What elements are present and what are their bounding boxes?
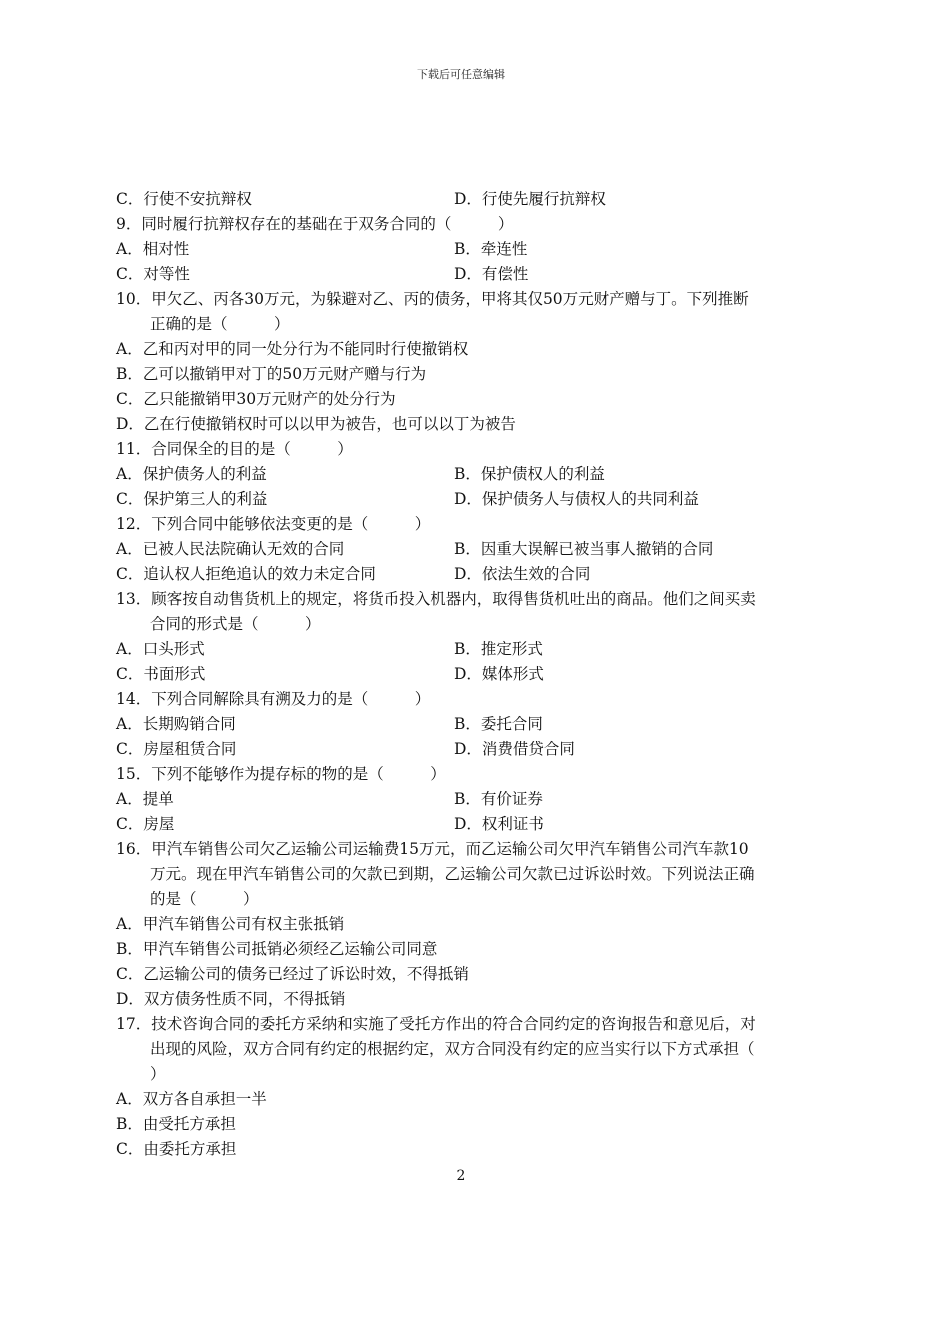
text-line: 13．顾客按自动售货机上的规定，将货币投入机器内，取得售货机吐出的商品。他们之间买卖 bbox=[116, 590, 756, 608]
text-line: C．乙运输公司的债务已经过了诉讼时效，不得抵销 bbox=[116, 965, 469, 983]
option-right: D．保护债务人与债权人的共同利益 bbox=[454, 490, 699, 508]
text-line: A．乙和丙对甲的同一处分行为不能同时行使撤销权 bbox=[116, 340, 469, 358]
text-line: 12．下列合同中能够依法变更的是（ ） bbox=[116, 515, 431, 533]
emphasis-char: 够 bbox=[213, 765, 229, 783]
option-right: D．权利证书 bbox=[454, 815, 544, 833]
text-line: 14．下列合同解除具有溯及力的是（ ） bbox=[116, 690, 431, 708]
continuation-line: 合同的形式是（ ） bbox=[150, 615, 321, 633]
option-row bbox=[116, 737, 816, 762]
text-line: 9．同时履行抗辩权存在的基础在于双务合同的（ ） bbox=[116, 215, 514, 233]
option-left: C．书面形式 bbox=[116, 665, 206, 683]
option-right: D．有偿性 bbox=[454, 265, 529, 283]
option-left: A．长期购销合同 bbox=[116, 715, 236, 733]
option-left: A．已被人民法院确认无效的合同 bbox=[116, 540, 345, 558]
continuation-line: 出现的风险，双方合同有约定的根据约定，双方合同没有约定的应当实行以下方式承担（ bbox=[150, 1040, 755, 1058]
document-body bbox=[116, 187, 816, 1162]
option-row bbox=[116, 462, 816, 487]
text-line: 16．甲汽车销售公司欠乙运输公司运输费15万元，而乙运输公司欠甲汽车销售公司汽车款10 bbox=[116, 840, 749, 858]
option-right: D．行使先履行抗辩权 bbox=[454, 190, 606, 208]
option-right: B．牵连性 bbox=[454, 240, 528, 258]
text-line: D．乙在行使撤销权时可以以甲为被告，也可以以丁为被告 bbox=[116, 415, 516, 433]
question-text: 作为提存标的物的是（ ） bbox=[228, 765, 446, 783]
option-right: B．有价证券 bbox=[454, 790, 543, 808]
option-row bbox=[116, 562, 816, 587]
option-row bbox=[116, 787, 816, 812]
emphasis-char: 能 bbox=[197, 765, 214, 783]
option-right: B．因重大误解已被当事人撤销的合同 bbox=[454, 540, 714, 558]
continuation-line: 万元。现在甲汽车销售公司的欠款已到期，乙运输公司欠款已过诉讼时效。下列说法正确 bbox=[150, 865, 755, 883]
option-left: C．房屋租赁合同 bbox=[116, 740, 237, 758]
text-line: C．乙只能撤销甲30万元财产的处分行为 bbox=[116, 390, 396, 408]
page-header: 下载后可任意编辑 bbox=[417, 68, 505, 81]
option-row bbox=[116, 812, 816, 837]
emphasis-char: 不 bbox=[182, 765, 198, 783]
question-line bbox=[116, 762, 816, 787]
continuation-line: 正确的是（ ） bbox=[150, 315, 290, 333]
option-row bbox=[116, 712, 816, 737]
option-right: B．保护债权人的利益 bbox=[454, 465, 605, 483]
question-text: 15．下列 bbox=[116, 765, 183, 783]
option-row bbox=[116, 487, 816, 512]
text-line: A．甲汽车销售公司有权主张抵销 bbox=[116, 915, 345, 933]
option-left: C．保护第三人的利益 bbox=[116, 490, 268, 508]
option-right: D．消费借贷合同 bbox=[454, 740, 575, 758]
option-right: B．委托合同 bbox=[454, 715, 543, 733]
text-line: B．甲汽车销售公司抵销必须经乙运输公司同意 bbox=[116, 940, 438, 958]
page-number: 2 bbox=[456, 1168, 466, 1184]
option-row bbox=[116, 237, 816, 262]
option-row bbox=[116, 637, 816, 662]
continuation-line: 的是（ ） bbox=[150, 890, 259, 908]
text-line: B．乙可以撤销甲对丁的50万元财产赠与行为 bbox=[116, 365, 427, 383]
option-left: A．相对性 bbox=[116, 240, 190, 258]
text-line: 10．甲欠乙、丙各30万元，为躲避对乙、丙的债务，甲将其仅50万元财产赠与丁。下列推断 bbox=[116, 290, 749, 308]
text-line: 17．技术咨询合同的委托方采纳和实施了受托方作出的符合合同约定的咨询报告和意见后，对 bbox=[116, 1015, 756, 1033]
option-row bbox=[116, 662, 816, 687]
option-left: A．口头形式 bbox=[116, 640, 205, 658]
option-left: C．行使不安抗辩权 bbox=[116, 190, 252, 208]
text-line: 11．合同保全的目的是（ ） bbox=[116, 440, 353, 458]
option-row bbox=[116, 262, 816, 287]
option-left: A．提单 bbox=[116, 790, 174, 808]
text-line: A．双方各自承担一半 bbox=[116, 1090, 267, 1108]
option-row bbox=[116, 537, 816, 562]
option-right: B．推定形式 bbox=[454, 640, 543, 658]
option-left: C．房屋 bbox=[116, 815, 175, 833]
text-line: D．双方债务性质不同，不得抵销 bbox=[116, 990, 346, 1008]
option-right: D．依法生效的合同 bbox=[454, 565, 591, 583]
option-row bbox=[116, 187, 816, 212]
text-line: C．由委托方承担 bbox=[116, 1140, 237, 1158]
continuation-line: ） bbox=[150, 1065, 166, 1083]
option-right: D．媒体形式 bbox=[454, 665, 544, 683]
option-left: C．追认权人拒绝追认的效力未定合同 bbox=[116, 565, 376, 583]
option-left: C．对等性 bbox=[116, 265, 190, 283]
text-line: B．由受托方承担 bbox=[116, 1115, 236, 1133]
option-left: A．保护债务人的利益 bbox=[116, 465, 267, 483]
